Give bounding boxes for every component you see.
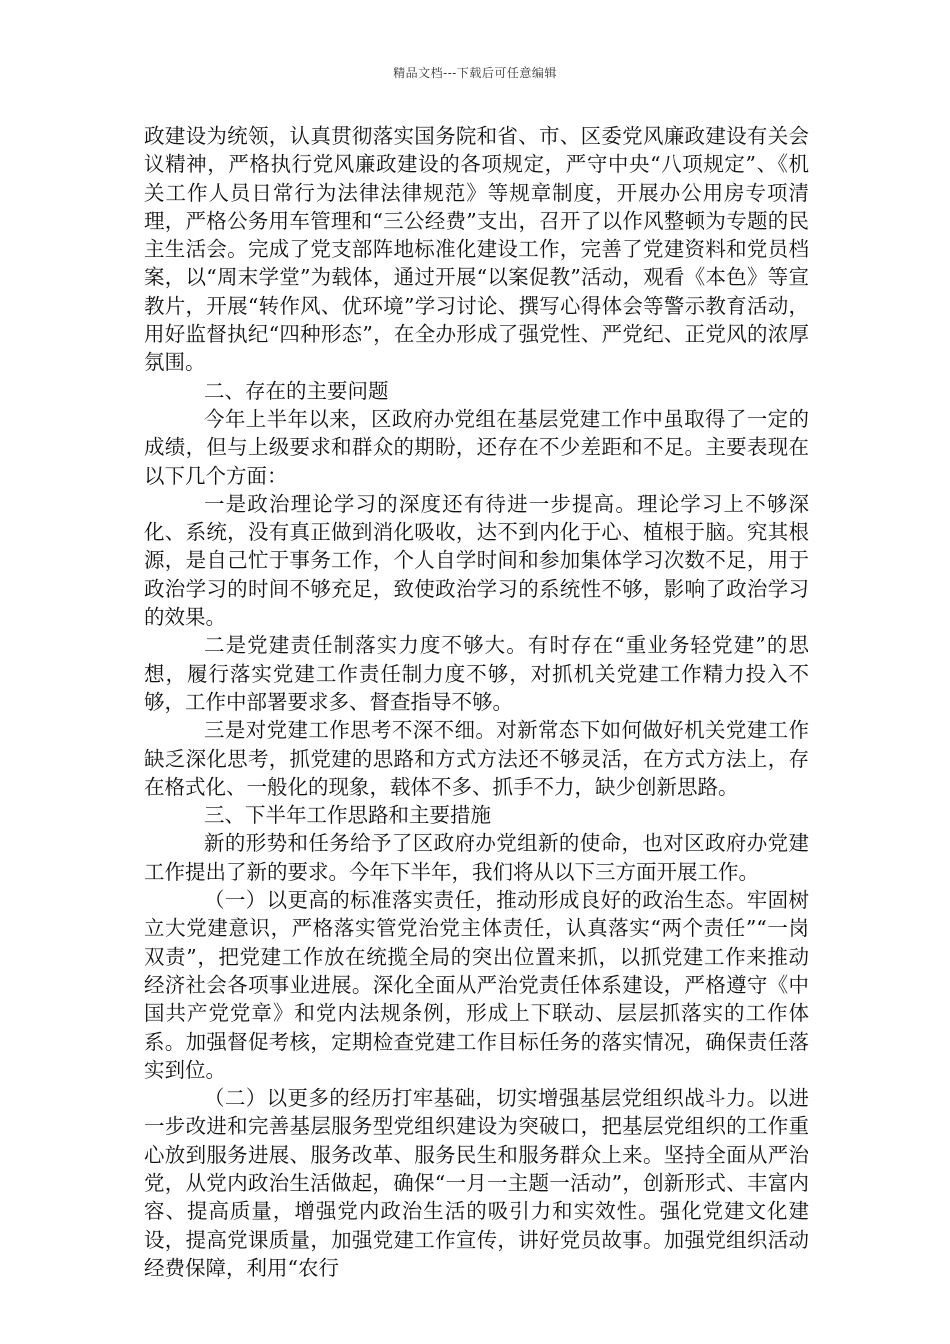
page-header: 精品文档---下载后可任意编辑 (393, 66, 557, 80)
paragraph-measure-two: （二）以更多的经历打牢基础，切实增强基层党组织战斗力。以进一步改进和完善基层服务型党组织建设为突破口，把基层党组织的工作重心放到服务进展、服务改革、服务民生和服务群众上来。坚持全面从严治党，从党内政治生活做起，确保“一月一主题一活动”，创新形式、丰富内容、提高质量，增强党内政治生活的吸引力和实效性。强化党建文化建设，提高党课质量，加强党建工作宣传，讲好党员故事。加强党组织活动经费保障，利用“农行 (144, 1086, 809, 1280)
paragraph-intro-continued: 政建设为统领，认真贯彻落实国务院和省、市、区委党风廉政建设有关会议精神，严格执行党风廉政建设的各项规定，严守中央“八项规定”、《机关工作人员日常行为法律法律规范》等规章制度，开展办公用房专项清理，严格公务用车管理和“三公经费”支出，召开了以作风整顿为专题的民主生活会。完成了党支部阵地标准化建设工作，完善了党建资料和党员档案，以“周末学堂”为载体，通过开展“以案促教”活动，观看《本色》等宣教片，开展“转作风、优环境”学习讨论、撰写心得体会等警示教育活动，用好监督执纪“四种形态”，在全办形成了强党性、严党纪、正党风的浓厚氛围。 (144, 124, 809, 375)
paragraph-problems-overview: 今年上半年以来，区政府办党组在基层党建工作中虽取得了一定的成绩，但与上级要求和群众的期盼，还存在不少差距和不足。主要表现在以下几个方面： (144, 406, 809, 488)
paragraph-problem-two: 二是党建责任制落实力度不够大。有时存在“重业务轻党建”的思想，履行落实党建工作责任制力度不够，对抓机关党建工作精力投入不够，工作中部署要求多、督查指导不够。 (144, 633, 809, 714)
paragraph-plans-overview: 新的形势和任务给予了区政府办党组新的使命，也对区政府办党建工作提出了新的要求。今年下半年，我们将从以下三方面开展工作。 (144, 831, 809, 884)
paragraph-problem-one: 一是政治理论学习的深度还有待进一步提高。理论学习上不够深化、系统，没有真正做到消化吸收，达不到内化于心、植根于脑。究其根源，是自己忙于事务工作，个人自学时间和参加集体学习次数不足，用于政治学习的时间不够充足，致使政治学习的系统性不够，影响了政治学习的效果。 (144, 491, 809, 630)
document-body (144, 122, 809, 1282)
paragraph-problem-three: 三是对党建工作思考不深不细。对新常态下如何做好机关党建工作缺乏深化思考，抓党建的思路和方式方法还不够灵活，在方式方法上，存在格式化、一般化的现象，载体不多、抓手不力，缺少创新思路。 (144, 718, 809, 799)
paragraph-measure-one: （一）以更高的标准落实责任，推动形成良好的政治生态。牢固树立大党建意识，严格落实管党治党主体责任，认真落实“两个责任”“一岗双责”，把党建工作放在统揽全局的突出位置来抓，以抓党建工作来推动经济社会各项事业进展。深化全面从严治党责任体系建设，严格遵守《中国共产党党章》和党内法规条例，形成上下联动、层层抓落实的工作体系。加强督促考核，定期检查党建工作目标任务的落实情况，确保责任落实到位。 (144, 888, 809, 1082)
section-heading-plans: 三、下半年工作思路和主要措施 (204, 803, 491, 828)
section-heading-problems: 二、存在的主要问题 (204, 378, 389, 403)
